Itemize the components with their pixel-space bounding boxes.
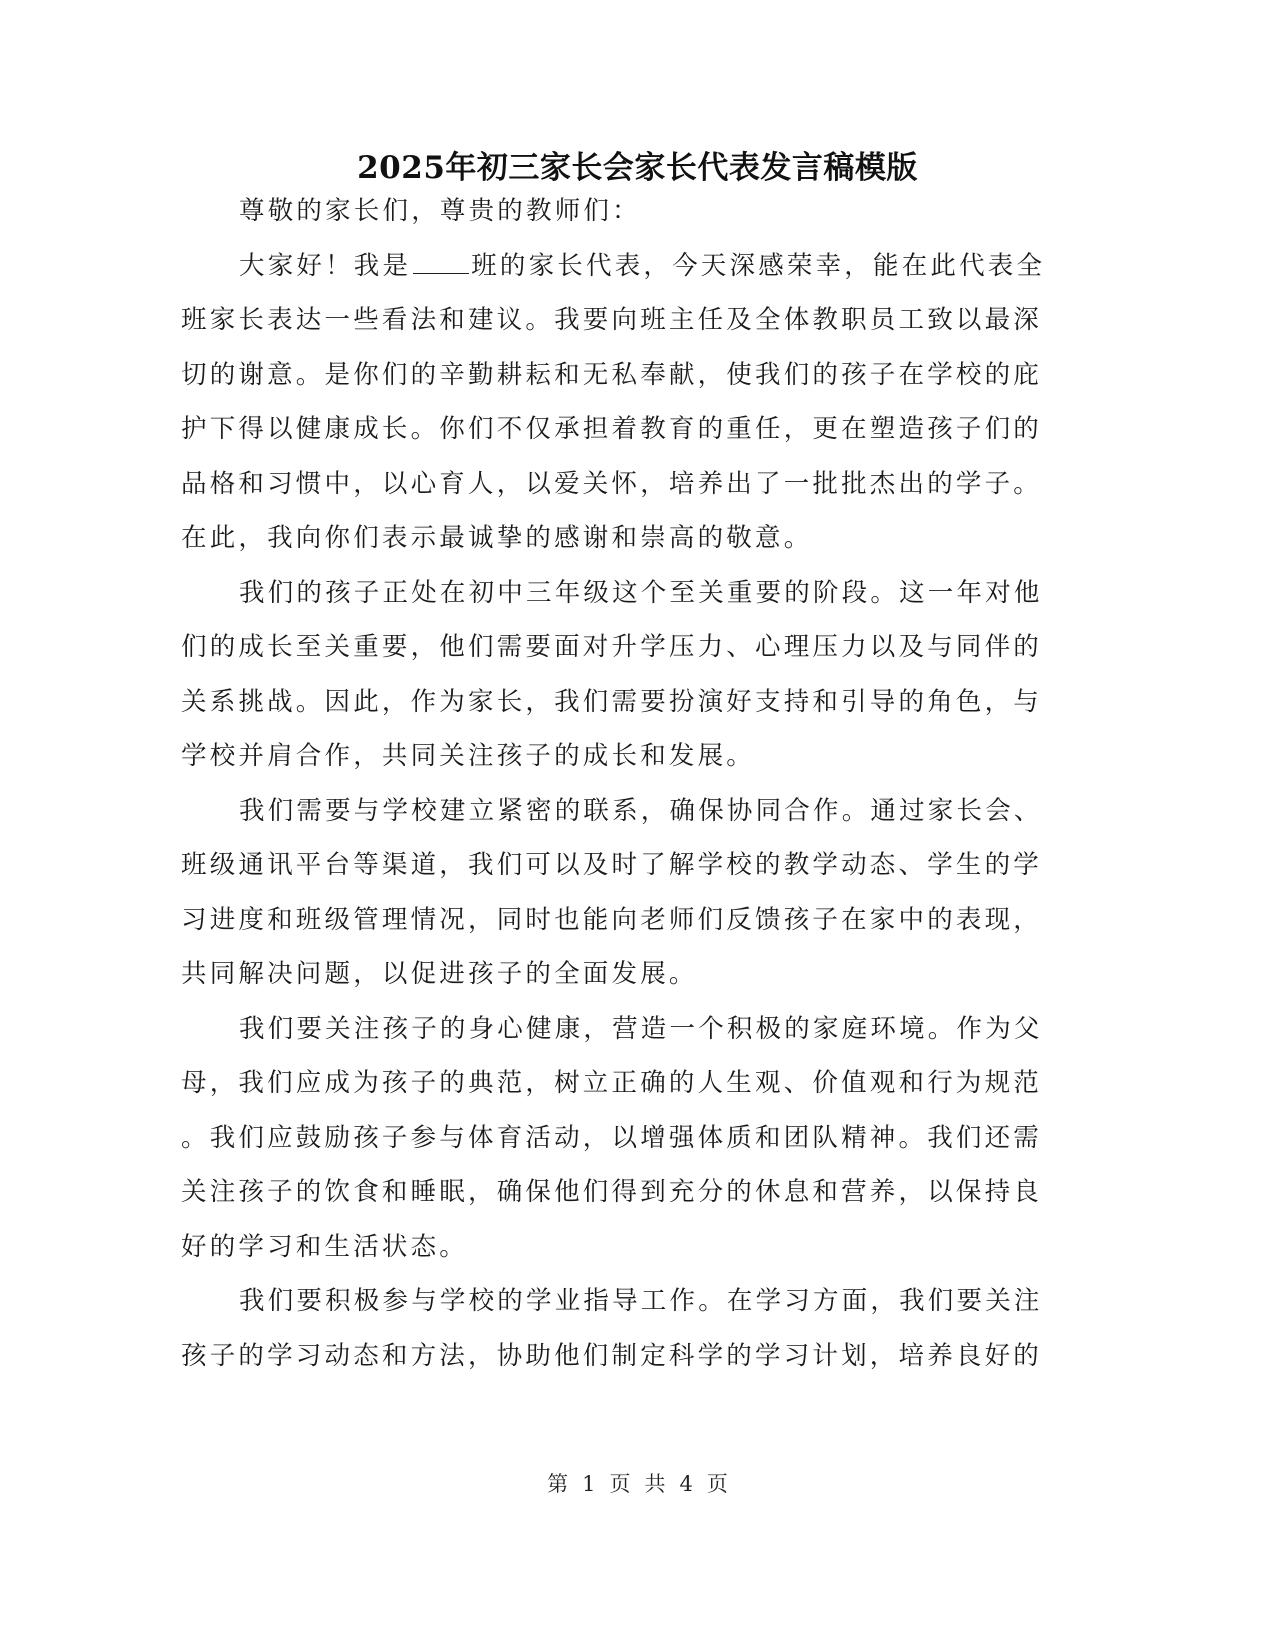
text-line: 孩子的学习动态和方法，协助他们制定科学的学习计划，培养良好的: [181, 1340, 1043, 1371]
text-line: 我们要积极参与学校的学业指导工作。在学习方面，我们要关注: [239, 1286, 1043, 1316]
total-pages-number: 4: [679, 1472, 693, 1496]
text-line: 切的谢意。是你们的辛勤耕耘和无私奉献，使我们的孩子在学校的庇: [181, 359, 1043, 390]
document-title: 2025年初三家长会家长代表发言稿模版: [357, 150, 918, 186]
text-line: 在此，我向你们表示最诚挚的感谢和崇高的敬意。: [181, 523, 813, 553]
text-line: [181, 239, 1046, 294]
footer-text: 第: [547, 1472, 569, 1496]
text-line: 关注孩子的饮食和睡眠，确保他们得到充分的休息和营养，以保持良: [181, 1177, 1043, 1207]
footer-text: 页: [706, 1472, 728, 1496]
text-line: 们的成长至关重要，他们需要面对升学压力、心理压力以及与同伴的: [181, 632, 1043, 662]
paragraph-2: [181, 566, 1043, 784]
text-line: 母，我们应成为孩子的典范，树立正确的人生观、价值观和行为规范: [181, 1068, 1043, 1098]
text-line: 共同解决问题，以促进孩子的全面发展。: [181, 959, 698, 989]
paragraph-5: [181, 1274, 1043, 1383]
text-line: 班家长表达一些看法和建议。我要向班主任及全体教职员工致以最深: [181, 305, 1043, 335]
text-line: 。我们应鼓励孩子参与体育活动，以增强体质和团队精神。我们还需: [181, 1122, 1043, 1153]
paragraph-1: [181, 239, 1046, 566]
footer-text: 页: [609, 1472, 631, 1496]
paragraph-3: [181, 784, 1043, 1002]
text-line: 关系挑战。因此，作为家长，我们需要扮演好支持和引导的角色，与: [181, 686, 1043, 717]
text-line: 我们需要与学校建立紧密的联系，确保协同合作。通过家长会、: [239, 795, 1043, 826]
text-line: 班级通讯平台等渠道，我们可以及时了解学校的教学动态、学生的学: [181, 850, 1043, 880]
text-line: 品格和习惯中，以心育人，以爱关怀，培养出了一批批杰出的学子。: [181, 468, 1043, 499]
text-line: 护下得以健康成长。你们不仅承担着教育的重任，更在塑造孩子们的: [181, 414, 1043, 444]
text-line: 学校并肩合作，共同关注孩子的成长和发展。: [181, 741, 756, 771]
fill-in-blank: [413, 249, 469, 274]
text-line: 好的学习和生活状态。: [181, 1231, 469, 1262]
text-line: 习进度和班级管理情况，同时也能向老师们反馈孩子在家中的表现，: [181, 904, 1043, 935]
document-body: [181, 184, 1046, 1383]
text-line: 我们的孩子正处在初中三年级这个至关重要的阶段。这一年对他: [239, 577, 1043, 608]
footer-text: 共: [644, 1472, 666, 1496]
text-segment: 班的家长代表，今天深感荣幸，能在此代表全: [471, 250, 1046, 281]
salutation: 尊敬的家长们，尊贵的教师们：: [239, 196, 641, 226]
paragraph-4: [181, 1002, 1043, 1275]
current-page-number: 1: [582, 1472, 596, 1496]
text-line: 我们要关注孩子的身心健康，营造一个积极的家庭环境。作为父: [239, 1013, 1043, 1044]
page-number-footer: [0, 1468, 1275, 1498]
text-segment: 大家好！我是: [239, 250, 412, 281]
